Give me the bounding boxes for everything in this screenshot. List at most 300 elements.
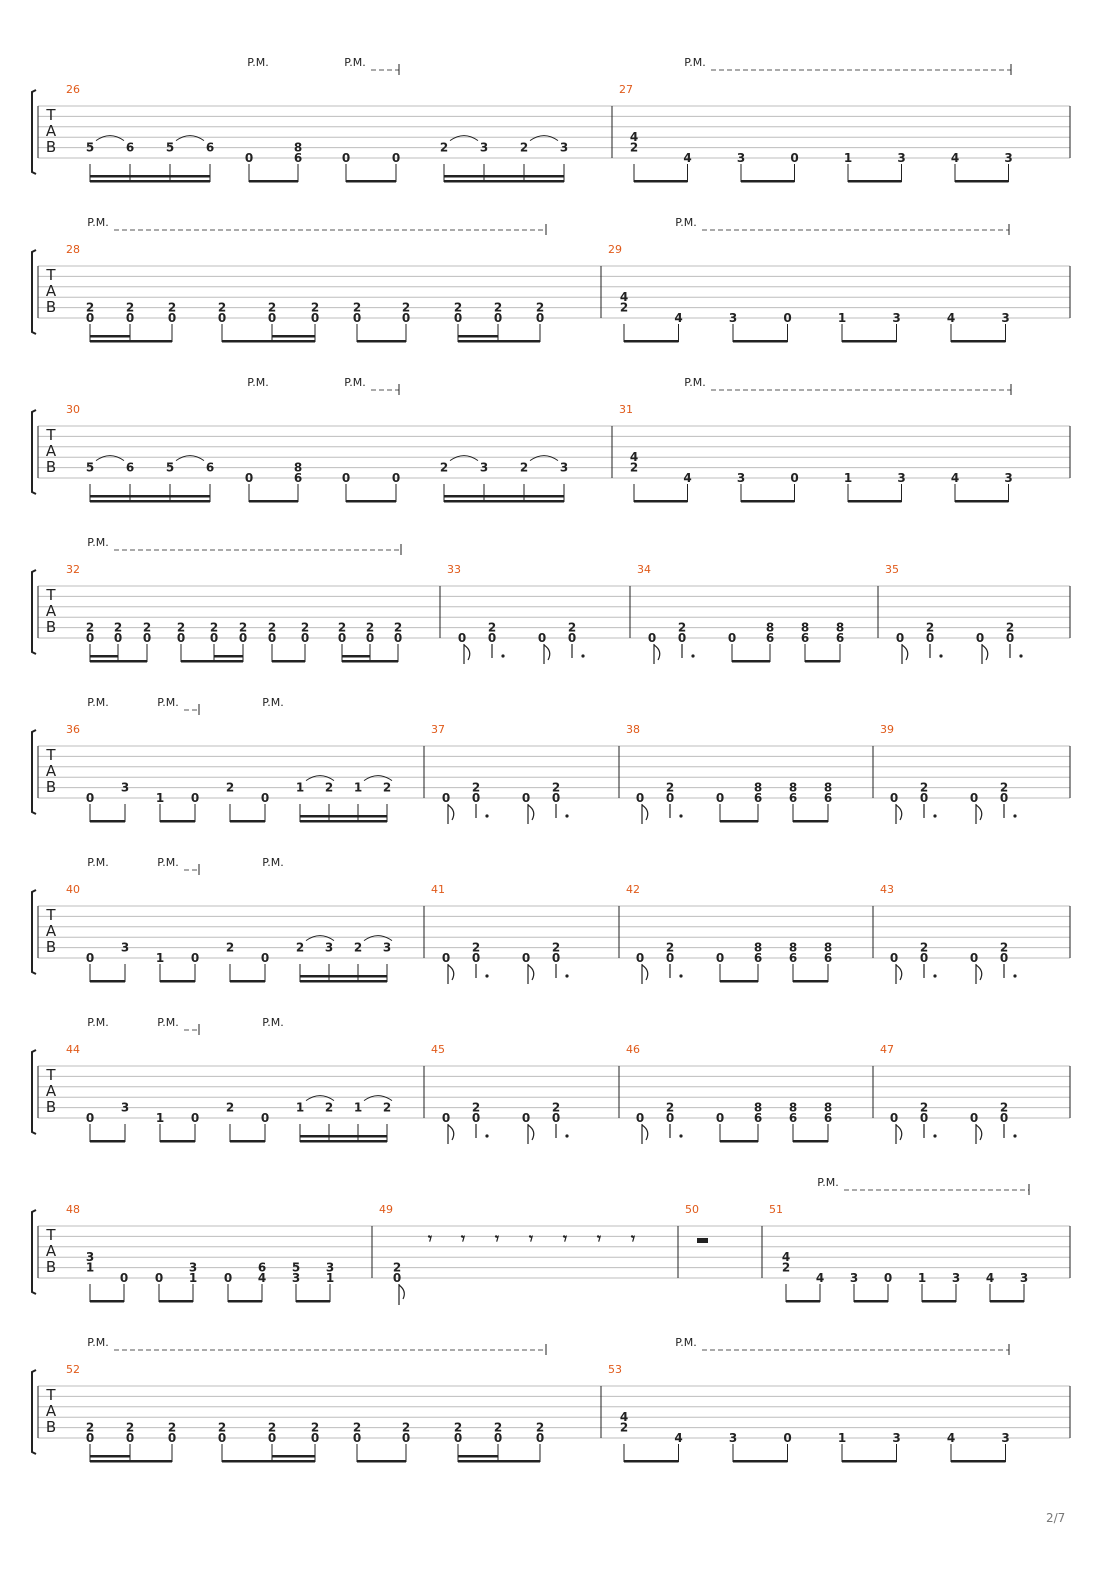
beam-secondary [300, 975, 387, 978]
fret-number: 0 [790, 151, 799, 165]
fret-number: 0 [889, 951, 899, 965]
fret-number: 0 [352, 1431, 362, 1445]
fret-number: 0 [453, 1431, 463, 1445]
palm-mute-label: P.M. [87, 856, 109, 869]
fret-number: 0 [471, 1111, 481, 1125]
augmentation-dot [939, 654, 942, 657]
fret-number: 6 [753, 951, 763, 965]
fret-number: 1 [295, 1100, 305, 1115]
fret-number: 0 [176, 631, 186, 645]
fret-number: 6 [205, 460, 215, 475]
fret-number: 0 [217, 1431, 227, 1445]
fret-number: 0 [223, 1271, 233, 1285]
fret-number: 2 [519, 140, 529, 155]
fret-number: 1 [295, 780, 305, 795]
fret-number: 0 [113, 631, 123, 645]
tie-arc [176, 136, 204, 141]
fret-number: 0 [999, 951, 1009, 965]
fret-number: 8 [823, 940, 833, 955]
tab-clef-letter: T [46, 1066, 56, 1084]
beam [951, 340, 1006, 343]
beam [848, 500, 902, 503]
fret-number: 0 [535, 311, 545, 325]
fret-number: 2 [535, 1420, 545, 1435]
measure-number: 52 [66, 1363, 80, 1376]
tab-clef-letter: A [45, 1082, 57, 1100]
eighth-flag [642, 1124, 648, 1144]
fret-number: 2 [392, 1260, 402, 1275]
fret-number: 0 [453, 311, 463, 325]
fret-number: 0 [238, 631, 248, 645]
beam-secondary [458, 1455, 498, 1458]
measure-number: 47 [880, 1043, 894, 1056]
fret-number: 2 [167, 300, 177, 315]
fret-number: 2 [919, 1100, 929, 1115]
fret-number: 0 [487, 631, 497, 645]
fret-number: 4 [257, 1271, 267, 1285]
palm-mute-label: P.M. [675, 216, 697, 229]
fret-number: 0 [142, 631, 152, 645]
fret-number: 0 [393, 631, 403, 645]
fret-number: 0 [889, 791, 899, 805]
fret-number: 0 [969, 951, 979, 965]
beam [222, 1460, 272, 1463]
beam [249, 500, 298, 503]
beam [160, 1140, 195, 1143]
beam [805, 660, 840, 663]
fret-number: 0 [217, 311, 227, 325]
fret-number: 8 [788, 780, 798, 795]
beam [741, 180, 795, 183]
palm-mute-label: P.M. [157, 1016, 179, 1029]
augmentation-dot [485, 1134, 488, 1137]
beam [786, 1300, 820, 1303]
eighth-flag [896, 804, 902, 824]
augmentation-dot [485, 814, 488, 817]
palm-mute-label: P.M. [157, 696, 179, 709]
fret-number: 0 [260, 791, 270, 805]
fret-number: 2 [665, 780, 675, 795]
tab-system [32, 376, 1070, 494]
beam-secondary [90, 335, 130, 338]
system-bracket [32, 90, 36, 174]
beam [181, 660, 214, 663]
fret-number: 0 [85, 631, 95, 645]
tie-arc [96, 456, 124, 461]
fret-number: 2 [324, 1100, 334, 1115]
fret-number: 0 [190, 791, 200, 805]
fret-number: 1 [155, 1111, 165, 1125]
fret-number: 6 [753, 791, 763, 805]
beam [90, 500, 210, 503]
fret-number: 2 [999, 780, 1009, 795]
augmentation-dot [933, 814, 936, 817]
beam [854, 1300, 888, 1303]
tab-clef-letter: T [46, 426, 56, 444]
fret-number: 2 [551, 940, 561, 955]
eighth-flag [896, 1124, 902, 1144]
fret-number: 0 [537, 631, 547, 645]
fret-number: 0 [260, 1111, 270, 1125]
fret-number: 0 [551, 951, 561, 965]
eighth-flag [642, 804, 648, 824]
fret-number: 5 [291, 1260, 301, 1275]
beam [130, 1460, 172, 1463]
fret-number: 2 [551, 780, 561, 795]
fret-number: 5 [85, 140, 95, 155]
fret-number: 2 [393, 620, 403, 635]
eighth-rest: 𝄾 [494, 1229, 500, 1248]
fret-number: 3 [120, 780, 130, 795]
beam [842, 1460, 897, 1463]
fret-number: 2 [519, 460, 529, 475]
fret-number: 8 [800, 620, 810, 635]
fret-number: 0 [441, 951, 451, 965]
beam [624, 340, 679, 343]
fret-number: 8 [293, 140, 303, 155]
beam [955, 180, 1009, 183]
tab-clef-letter: T [46, 1226, 56, 1244]
fret-number: 0 [521, 791, 531, 805]
fret-number: 0 [665, 951, 675, 965]
beam-secondary [342, 655, 370, 658]
augmentation-dot [565, 1134, 568, 1137]
fret-number: 8 [753, 940, 763, 955]
fret-number: 0 [392, 1271, 402, 1285]
fret-number: 2 [401, 300, 411, 315]
tab-clef-letter: B [45, 618, 57, 636]
tab-system [32, 216, 1070, 334]
fret-number: 2 [493, 1420, 503, 1435]
tab-clef-letter: B [45, 138, 57, 156]
fret-number: 2 [352, 300, 362, 315]
augmentation-dot [1019, 654, 1022, 657]
beam [741, 500, 795, 503]
fret-number: 6 [823, 1111, 833, 1125]
palm-mute-label: P.M. [684, 56, 706, 69]
beam [444, 500, 564, 503]
fret-number: 1 [353, 780, 363, 795]
fret-number: 0 [352, 311, 362, 325]
fret-number: 2 [567, 620, 577, 635]
beam [955, 500, 1009, 503]
half-rest [697, 1238, 708, 1243]
fret-number: 0 [341, 151, 351, 165]
system-bracket [32, 1370, 36, 1454]
tab-system [32, 1176, 1070, 1294]
fret-number: 1 [837, 311, 847, 325]
fret-number: 3 [291, 1271, 301, 1285]
fret-number: 2 [919, 940, 929, 955]
fret-number: 0 [401, 1431, 411, 1445]
fret-number: 0 [895, 631, 905, 645]
fret-number: 0 [635, 791, 645, 805]
fret-number: 8 [753, 780, 763, 795]
fret-number: 3 [382, 940, 392, 955]
fret-number: 2 [999, 940, 1009, 955]
fret-number: 0 [310, 1431, 320, 1445]
augmentation-dot [933, 974, 936, 977]
augmentation-dot [485, 974, 488, 977]
palm-mute-label: P.M. [262, 1016, 284, 1029]
fret-number: 3 [1001, 311, 1010, 325]
beam [296, 1300, 330, 1303]
augmentation-dot [565, 974, 568, 977]
palm-mute-label: P.M. [262, 856, 284, 869]
tab-clef-letter: B [45, 1258, 57, 1276]
beam [160, 980, 195, 983]
measure-number: 42 [626, 883, 640, 896]
fret-number: 0 [647, 631, 657, 645]
fret-number: 2 [471, 780, 481, 795]
fret-number: 6 [125, 140, 135, 155]
beam [733, 1460, 788, 1463]
beam [90, 1140, 125, 1143]
palm-mute-label: P.M. [157, 856, 179, 869]
palm-mute-label: P.M. [87, 536, 109, 549]
tab-system [32, 1336, 1070, 1454]
fret-number: 0 [715, 1111, 725, 1125]
beam [346, 500, 396, 503]
fret-number: 3 [897, 471, 906, 485]
beam-secondary [300, 815, 387, 818]
tie-arc [450, 456, 478, 461]
beam-secondary [458, 335, 498, 338]
fret-number: 3 [324, 940, 334, 955]
tab-clef-letter: T [46, 106, 56, 124]
fret-number: 3 [85, 1250, 95, 1265]
fret-number: 3 [1004, 471, 1013, 485]
palm-mute-label: P.M. [87, 1336, 109, 1349]
fret-number: 3 [728, 1431, 738, 1445]
fret-number: 3 [188, 1260, 198, 1275]
measure-number: 46 [626, 1043, 640, 1056]
fret-number: 4 [950, 151, 960, 165]
fret-number: 2 [919, 780, 929, 795]
beam [90, 820, 125, 823]
fret-number: 0 [925, 631, 935, 645]
fret-number: 3 [736, 471, 746, 485]
tab-clef-letter: A [45, 122, 57, 140]
beam [624, 1460, 679, 1463]
fret-number: 2 [85, 620, 95, 635]
measure-number: 36 [66, 723, 80, 736]
measure-number: 32 [66, 563, 80, 576]
fret-number: 1 [325, 1271, 335, 1285]
fret-number: 3 [1004, 151, 1013, 165]
fret-number: 8 [753, 1100, 763, 1115]
beam-secondary [272, 335, 315, 338]
beam [300, 980, 387, 983]
beam [272, 660, 305, 663]
fret-number: 3 [479, 460, 489, 475]
beam [922, 1300, 956, 1303]
fret-number: 3 [736, 151, 746, 165]
fret-number: 2 [535, 300, 545, 315]
augmentation-dot [691, 654, 694, 657]
fret-number: 2 [677, 620, 687, 635]
fret-number: 0 [267, 311, 277, 325]
eighth-flag [902, 644, 908, 664]
palm-mute-label: P.M. [675, 1336, 697, 1349]
fret-number: 4 [629, 130, 639, 145]
eighth-rest: 𝄾 [596, 1229, 602, 1248]
tab-clef-letter: B [45, 298, 57, 316]
fret-number: 2 [439, 460, 449, 475]
eighth-flag [544, 644, 550, 664]
fret-number: 2 [471, 940, 481, 955]
fret-number: 1 [155, 791, 165, 805]
beam [159, 1300, 193, 1303]
fret-number: 2 [781, 1260, 791, 1275]
palm-mute-label: P.M. [247, 56, 269, 69]
fret-number: 0 [975, 631, 985, 645]
fret-number: 1 [837, 1431, 847, 1445]
fret-number: 4 [674, 311, 683, 325]
measure-number: 45 [431, 1043, 445, 1056]
palm-mute-label: P.M. [344, 56, 366, 69]
augmentation-dot [1013, 814, 1016, 817]
tab-clef-letter: A [45, 762, 57, 780]
fret-number: 0 [341, 471, 351, 485]
fret-number: 1 [85, 1260, 95, 1275]
beam [720, 820, 758, 823]
eighth-flag [399, 1284, 404, 1305]
fret-number: 2 [382, 780, 392, 795]
fret-number: 0 [883, 1271, 893, 1285]
beam [793, 820, 828, 823]
fret-number: 0 [535, 1431, 545, 1445]
measure-number: 40 [66, 883, 80, 896]
palm-mute-label: P.M. [87, 216, 109, 229]
fret-number: 1 [843, 471, 853, 485]
fret-number: 3 [559, 460, 569, 475]
beam [90, 980, 125, 983]
fret-number: 4 [629, 450, 639, 465]
fret-number: 8 [835, 620, 845, 635]
beam [444, 180, 564, 183]
palm-mute-label: P.M. [817, 1176, 839, 1189]
beam [230, 980, 265, 983]
system-bracket [32, 570, 36, 654]
fret-number: 3 [120, 940, 130, 955]
tie-arc [96, 136, 124, 141]
fret-number: 2 [324, 780, 334, 795]
fret-number: 8 [788, 1100, 798, 1115]
fret-number: 5 [165, 140, 175, 155]
fret-number: 3 [728, 311, 738, 325]
fret-number: 2 [337, 620, 347, 635]
fret-number: 4 [683, 471, 692, 485]
beam [634, 500, 688, 503]
eighth-flag [464, 644, 470, 664]
fret-number: 6 [788, 1111, 798, 1125]
fret-number: 0 [190, 951, 200, 965]
fret-number: 4 [815, 1271, 825, 1285]
system-bracket [32, 410, 36, 494]
measure-number: 50 [685, 1203, 699, 1216]
eighth-flag [976, 804, 982, 824]
fret-number: 2 [352, 1420, 362, 1435]
fret-number: 0 [1005, 631, 1015, 645]
beam [634, 180, 688, 183]
fret-number: 2 [453, 300, 463, 315]
augmentation-dot [501, 654, 504, 657]
eighth-flag [448, 804, 454, 824]
fret-number: 6 [205, 140, 215, 155]
fret-number: 3 [559, 140, 569, 155]
beam [458, 340, 498, 343]
fret-number: 2 [365, 620, 375, 635]
beam [249, 180, 298, 183]
fret-number: 6 [125, 460, 135, 475]
fret-number: 0 [85, 1431, 95, 1445]
beam-secondary [444, 175, 564, 178]
fret-number: 0 [125, 311, 135, 325]
beam [90, 340, 130, 343]
beam-secondary [300, 1135, 387, 1138]
system-bracket [32, 1050, 36, 1134]
fret-number: 0 [567, 631, 577, 645]
fret-number: 8 [293, 460, 303, 475]
fret-number: 6 [835, 631, 845, 645]
fret-number: 6 [293, 471, 303, 485]
beam [160, 820, 195, 823]
fret-number: 0 [85, 951, 95, 965]
beam-secondary [90, 175, 210, 178]
fret-number: 3 [892, 1431, 901, 1445]
fret-number: 1 [353, 1100, 363, 1115]
beam-secondary [90, 495, 210, 498]
fret-number: 3 [1019, 1271, 1029, 1285]
fret-number: 2 [487, 620, 497, 635]
fret-number: 0 [167, 1431, 177, 1445]
tie-arc [530, 136, 558, 141]
augmentation-dot [1013, 974, 1016, 977]
fret-number: 0 [310, 311, 320, 325]
fret-number: 0 [969, 791, 979, 805]
fret-number: 2 [619, 1420, 629, 1435]
fret-number: 6 [823, 951, 833, 965]
fret-number: 6 [788, 951, 798, 965]
fret-number: 0 [999, 1111, 1009, 1125]
augmentation-dot [581, 654, 584, 657]
beam [951, 1460, 1006, 1463]
fret-number: 0 [167, 311, 177, 325]
fret-number: 2 [267, 1420, 277, 1435]
beam [230, 820, 265, 823]
fret-number: 0 [715, 951, 725, 965]
fret-number: 2 [439, 140, 449, 155]
beam [300, 820, 387, 823]
measure-number: 29 [608, 243, 622, 256]
fret-number: 2 [493, 300, 503, 315]
beam [130, 340, 172, 343]
beam [848, 180, 902, 183]
beam [90, 180, 210, 183]
eighth-rest: 𝄾 [427, 1229, 433, 1248]
fret-number: 4 [674, 1431, 683, 1445]
fret-number: 2 [665, 1100, 675, 1115]
system-bracket [32, 1210, 36, 1294]
beam [370, 660, 398, 663]
tab-system [32, 536, 1070, 654]
fret-number: 0 [441, 1111, 451, 1125]
fret-number: 2 [209, 620, 219, 635]
fret-number: 0 [119, 1271, 129, 1285]
fret-number: 4 [619, 290, 629, 305]
eighth-flag [528, 964, 534, 984]
